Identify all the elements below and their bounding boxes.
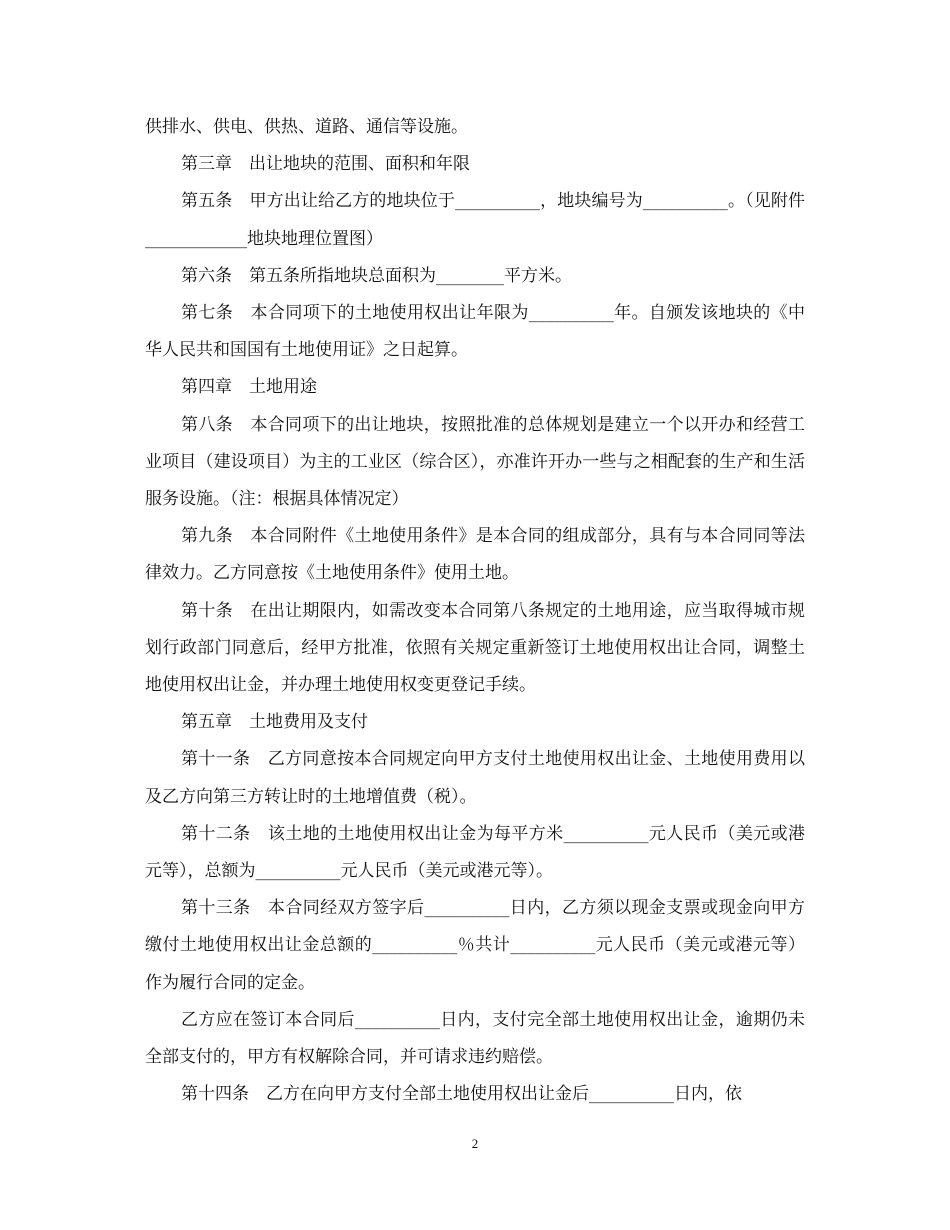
paragraph-continuation: 供排水、供电、供热、道路、通信等设施。 <box>145 117 468 137</box>
page-number: 2 <box>471 1136 479 1151</box>
chapter-4-heading: 第四章 土地用途 <box>181 377 317 398</box>
article-8: 第八条 本合同项下的出让地块，按照批准的总体规划是建立一个以开办和经营工业项目（建设项目）为主的工业区（综合区），亦准许开办一些与之相配套的生产和生活服务设施。（注：根据具体情况定） <box>145 414 805 510</box>
article-13: 第十三条 本合同经双方签字后__________日内，乙方须以现金支票或现金向甲方缴付土地使用权出让金总额的__________％共计__________元人民币（美元或港元等）作为履行合同的定金。 <box>145 898 805 993</box>
article-10: 第十条 在出让期限内，如需改变本合同第八条规定的土地用途，应当取得城市规划行政部门同意后，经甲方批准，依照有关规定重新签订土地使用权出让合同，调整土地使用权出让金，并办理土地使用权变更登记手续。 <box>145 600 805 696</box>
chapter-3-heading: 第三章 出让地块的范围、面积和年限 <box>181 154 470 175</box>
article-9: 第九条 本合同附件《土地使用条件》是本合同的组成部分，具有与本合同同等法律效力。乙方同意按《土地使用条件》使用土地。 <box>145 526 805 584</box>
article-14: 第十四条 乙方在向甲方支付全部土地使用权出让金后__________日内，依 <box>181 1084 742 1105</box>
article-6: 第六条 第五条所指地块总面积为________平方米。 <box>181 265 572 286</box>
article-13-continued: 乙方应在签订本合同后__________日内，支付完全部土地使用权出让金，逾期仍未全部支付的，甲方有权解除合同，并可请求违约赔偿。 <box>145 1009 805 1068</box>
article-5: 第五条 甲方出让给乙方的地块位于__________，地块编号为__________。（见附件____________地块地理位置图） <box>145 191 805 249</box>
document-body <box>145 109 805 1113</box>
article-7: 第七条 本合同项下的土地使用权出让年限为__________年。自颁发该地块的《中华人民共和国国有土地使用证》之日起算。 <box>145 303 805 361</box>
article-11: 第十一条 乙方同意按本合同规定向甲方支付土地使用权出让金、土地使用费用以及乙方向第三方转让时的土地增值费（税）。 <box>145 749 805 807</box>
chapter-5-heading: 第五章 土地费用及支付 <box>181 712 368 733</box>
article-12: 第十二条 该土地的土地使用权出让金为每平方米__________元人民币（美元或港元等），总额为__________元人民币（美元或港元等）。 <box>145 823 805 882</box>
